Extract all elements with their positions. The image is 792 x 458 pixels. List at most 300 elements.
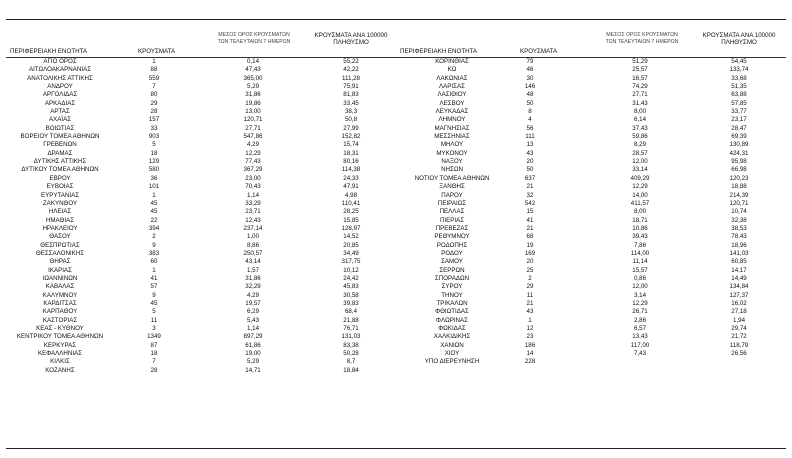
cases-value: 169: [524, 249, 536, 257]
region-name: ΑΙΤΩΛΟΑΚΑΡΝΑΝΙΑΣ: [28, 66, 92, 74]
cases-value: 559: [148, 74, 160, 82]
cases-per-100k: 18,96: [731, 241, 747, 249]
cases-per-100k: 78,43: [731, 233, 747, 241]
cases-value: 80: [150, 91, 158, 99]
cases-value: 45: [150, 199, 158, 207]
table-row: [398, 116, 786, 124]
seven-day-average: 16,57: [632, 74, 648, 82]
cases-per-100k: 60,85: [731, 258, 747, 266]
cases-per-100k: 27,99: [343, 124, 359, 132]
cases-value: 9: [152, 241, 156, 249]
region-name: ΝΟΤΙΟΥ ΤΟΜΕΑ ΑΘΗΝΩΝ: [414, 174, 490, 182]
cases-per-100k: 32,38: [731, 216, 747, 224]
cases-per-100k: 80,16: [343, 158, 359, 166]
seven-day-average: 8,29: [633, 141, 647, 149]
cases-per-100k: 75,91: [343, 83, 359, 91]
seven-day-average: 1,14: [246, 325, 260, 332]
table-row: [398, 308, 786, 316]
table-row: [6, 141, 398, 149]
cases-per-100k: 120,23: [729, 174, 749, 182]
region-name: ΚΑΡΔΙΤΣΑΣ: [43, 299, 77, 307]
region-name: ΔΥΤΙΚΗΣ ΑΤΤΙΚΗΣ: [33, 158, 87, 166]
cases-per-100k: 95,98: [731, 158, 747, 166]
region-name: ΚΑΛΥΜΝΟΥ: [42, 291, 78, 299]
cases-value: 32: [526, 191, 534, 199]
region-name: ΛΑΚΩΝΙΑΣ: [436, 74, 468, 82]
table-row: [398, 66, 786, 74]
seven-day-average: 47,43: [245, 66, 261, 74]
cases-per-100k: 18,84: [343, 366, 359, 374]
cases-per-100k: 24,42: [343, 274, 359, 282]
table-row: [398, 125, 786, 133]
cases-value: 57: [150, 283, 158, 291]
table-row: [6, 292, 398, 300]
header-per-line1: ΚΡΟΥΣΜΑΤΑ ΑΝΑ 100000: [702, 32, 776, 39]
table-row: [6, 275, 398, 283]
cases-per-100k: 21,88: [343, 316, 359, 324]
region-name: ΧΑΛΚΙΔΙΚΗΣ: [433, 333, 471, 341]
table-row: [398, 83, 786, 91]
region-name: ΠΕΛΛΑΣ: [439, 208, 465, 216]
cases-value: 542: [524, 199, 536, 207]
seven-day-average: 6,14: [633, 116, 647, 124]
cases-per-100k: 14,52: [343, 233, 359, 241]
cases-value: 28: [150, 108, 158, 116]
seven-day-average: 11,14: [632, 258, 648, 266]
region-name: ΝΗΣΩΝ: [441, 166, 463, 174]
region-name: ΘΕΣΣΑΛΟΝΙΚΗΣ: [35, 249, 85, 257]
region-name: ΞΑΝΘΗΣ: [439, 183, 465, 191]
region-name: ΗΜΑΘΙΑΣ: [45, 216, 75, 224]
table-row: [6, 100, 398, 108]
cases-per-100k: 39,83: [343, 299, 359, 307]
region-name: ΑΡΓΟΛΙΔΑΣ: [42, 91, 78, 99]
seven-day-average: 39,43: [632, 233, 648, 241]
seven-day-average: 59,86: [632, 133, 648, 141]
cases-value: 19: [526, 241, 534, 249]
bottom-rule: [6, 448, 786, 449]
region-name: ΠΙΕΡΙΑΣ: [439, 216, 465, 224]
cases-value: 29: [150, 99, 158, 107]
cases-per-100k: 68,4: [344, 308, 358, 316]
region-name: ΚΕΦΑΛΛΗΝΙΑΣ: [37, 350, 82, 358]
seven-day-average: 250,57: [243, 249, 263, 257]
seven-day-average: 411,57: [630, 199, 650, 207]
cases-value: 383: [148, 249, 160, 257]
cases-per-100k: 33,45: [343, 99, 359, 107]
region-name: ΒΟΡΕΙΟΥ ΤΟΜΕΑ ΑΘΗΝΩΝ: [20, 133, 100, 141]
seven-day-average: 15,57: [632, 266, 648, 274]
cases-value: 5: [152, 308, 156, 316]
cases-per-100k: 1,94: [732, 316, 746, 324]
seven-day-average: 3,14: [633, 291, 647, 299]
seven-day-average: 8,00: [633, 108, 647, 116]
cases-value: 7: [152, 358, 156, 366]
table-row: [6, 233, 398, 241]
seven-day-average: 28,57: [632, 149, 648, 157]
cases-value: 30: [526, 74, 534, 82]
cases-value: 25: [526, 266, 534, 274]
cases-value: 28: [150, 366, 158, 374]
seven-day-average: 365,00: [243, 74, 263, 82]
cases-value: 186: [524, 341, 536, 349]
seven-day-average: 14,00: [632, 191, 648, 199]
seven-day-average: 547,86: [243, 133, 263, 141]
seven-day-average: 37,43: [632, 124, 648, 132]
table-row: [6, 267, 398, 275]
table-row: [398, 342, 786, 350]
cases-per-100k: 118,79: [729, 341, 749, 349]
seven-day-average: 6,57: [633, 325, 647, 332]
cases-value: 11: [150, 316, 158, 324]
region-name: ΜΕΣΣΗΝΙΑΣ: [434, 133, 470, 141]
seven-day-average: 77,43: [245, 158, 261, 166]
cases-per-100k: 42,22: [343, 66, 359, 74]
seven-day-average: 7,43: [633, 350, 647, 358]
region-name: ΑΡΤΑΣ: [50, 108, 70, 116]
region-name: ΙΩΑΝΝΙΝΩΝ: [42, 274, 78, 282]
region-name: ΜΑΓΝΗΣΙΑΣ: [434, 124, 470, 132]
seven-day-average: 12,00: [632, 283, 648, 291]
table-row: [398, 166, 786, 174]
table-row: [398, 350, 786, 358]
cases-per-100k: 130,89: [729, 141, 749, 149]
region-name: ΑΝΑΤΟΛΙΚΗΣ ΑΤΤΙΚΗΣ: [27, 74, 93, 82]
seven-day-average: 31,86: [245, 91, 261, 99]
region-name: ΗΛΕΙΑΣ: [48, 208, 72, 216]
table-row: [398, 108, 786, 116]
region-name: ΒΟΙΩΤΙΑΣ: [45, 124, 75, 132]
region-name: ΑΧΑΪΑΣ: [48, 116, 72, 124]
header-cases: ΚΡΟΥΣΜΑΤΑ: [138, 47, 176, 55]
seven-day-average: 367,29: [243, 166, 263, 174]
table-row: [6, 108, 398, 116]
table-row: [6, 66, 398, 74]
cases-value: 41: [150, 274, 158, 282]
region-name: ΝΑΞΟΥ: [441, 158, 463, 166]
seven-day-average: 5,43: [246, 316, 260, 324]
cases-value: 79: [526, 58, 534, 65]
table-row: [398, 150, 786, 158]
region-name: ΚΕΑΣ - ΚΥΘΝΟΥ: [36, 325, 84, 332]
table-row: [398, 133, 786, 141]
seven-day-average: 25,57: [632, 66, 648, 74]
seven-day-average: 18,71: [632, 216, 648, 224]
cases-value: 23: [526, 333, 534, 341]
cases-per-100k: 66,98: [731, 166, 747, 174]
seven-day-average: 6,29: [246, 308, 260, 316]
cases-value: 20: [526, 158, 534, 166]
table-row: [398, 91, 786, 99]
table-row: [398, 58, 786, 66]
table-row: [398, 325, 786, 333]
seven-day-average: 0,14: [246, 58, 260, 65]
table-row: [398, 283, 786, 291]
seven-day-average: 14,71: [245, 366, 261, 374]
table-row: [6, 333, 398, 341]
cases-per-100k: 28,25: [343, 208, 359, 216]
cases-per-100k: 38,3: [344, 108, 358, 116]
left-table: [6, 24, 398, 375]
region-name: ΚΕΝΤΡΙΚΟΥ ΤΟΜΕΑ ΑΘΗΝΩΝ: [16, 333, 104, 341]
region-name: ΦΛΩΡΙΝΑΣ: [436, 316, 468, 324]
cases-value: 18: [150, 350, 158, 358]
table-row: [6, 200, 398, 208]
cases-value: 43: [526, 149, 534, 157]
cases-value: 1: [528, 316, 532, 324]
cases-per-100k: 133,74: [729, 66, 749, 74]
header-cases: ΚΡΟΥΣΜΑΤΑ: [520, 47, 558, 55]
table-row: [6, 242, 398, 250]
seven-day-average: 27,71: [245, 124, 261, 132]
cases-value: 1: [152, 58, 156, 65]
cases-value: 48: [526, 91, 534, 99]
region-name: ΦΩΚΙΔΑΣ: [438, 325, 466, 332]
cases-per-100k: 114,38: [341, 166, 361, 174]
table-row: [398, 158, 786, 166]
region-name: ΛΕΥΚΑΔΑΣ: [435, 108, 469, 116]
seven-day-average: 5,29: [246, 83, 260, 91]
seven-day-average: 33,14: [632, 166, 648, 174]
seven-day-average: 12,29: [245, 149, 261, 157]
cases-value: 2: [528, 274, 532, 282]
region-name: ΠΡΕΒΕΖΑΣ: [435, 224, 469, 232]
region-name: ΑΓΙΟ ΟΡΟΣ: [43, 58, 77, 65]
cases-value: 29: [526, 283, 534, 291]
seven-day-average: 32,29: [245, 283, 261, 291]
table-row: [6, 325, 398, 333]
table-row: [6, 342, 398, 350]
region-name: ΘΗΡΑΣ: [49, 258, 71, 266]
header-per-capita: [694, 32, 784, 46]
seven-day-average: 8,86: [246, 241, 260, 249]
region-name: ΚΩ: [447, 66, 457, 74]
seven-day-average: 26,71: [632, 308, 648, 316]
table-row: [398, 75, 786, 83]
cases-value: 87: [150, 341, 158, 349]
region-name: ΚΟΡΙΝΘΙΑΣ: [435, 58, 469, 65]
table-row: [6, 192, 398, 200]
cases-value: 41: [526, 216, 534, 224]
cases-value: 11: [526, 291, 534, 299]
seven-day-average: 70,43: [245, 183, 261, 191]
cases-per-100k: 15,74: [343, 141, 359, 149]
seven-day-average: 23,71: [245, 208, 261, 216]
region-name: ΣΑΜΟΥ: [441, 258, 463, 266]
region-name: ΛΑΡΙΣΑΣ: [439, 83, 465, 91]
seven-day-average: 23,00: [245, 174, 261, 182]
cases-per-100k: 16,02: [731, 299, 747, 307]
cases-per-100k: 8,7: [346, 358, 356, 366]
region-name: ΤΡΙΚΑΛΩΝ: [436, 299, 468, 307]
seven-day-average: 74,29: [632, 83, 648, 91]
region-name: ΛΗΜΝΟΥ: [438, 116, 466, 124]
region-name: ΕΥΒΟΙΑΣ: [46, 183, 74, 191]
cases-value: 2: [152, 233, 156, 241]
table-row: [6, 166, 398, 174]
cases-value: 5: [152, 141, 156, 149]
seven-day-average: 2,86: [633, 316, 647, 324]
cases-per-100k: 10,12: [343, 266, 359, 274]
header-avg-line2: ΤΩΝ ΤΕΛΕΥΤΑΙΩΝ 7 ΗΜΕΡΩΝ: [217, 38, 291, 45]
region-name: ΣΥΡΟΥ: [441, 283, 463, 291]
cases-value: 157: [148, 116, 160, 124]
cases-per-100k: 47,91: [343, 183, 359, 191]
cases-per-100k: 28,47: [731, 124, 747, 132]
region-name: ΘΑΣΟΥ: [49, 233, 71, 241]
cases-value: 60: [150, 258, 158, 266]
cases-per-100k: 29,74: [731, 325, 747, 332]
region-name: ΡΟΔΟΥ: [441, 249, 463, 257]
table-row: [398, 233, 786, 241]
region-name: ΠΕΙΡΑΙΩΣ: [437, 199, 467, 207]
region-name: ΚΙΛΚΙΣ: [50, 358, 70, 366]
seven-day-average: 19,00: [245, 350, 261, 358]
cases-value: 9: [152, 291, 156, 299]
left-table-header: [6, 24, 398, 58]
region-name: ΥΠΟ ΔΙΕΡΕΥΝΗΣΗ: [424, 358, 480, 366]
cases-per-100k: 63,88: [731, 91, 747, 99]
region-name: ΤΗΝΟΥ: [441, 291, 463, 299]
seven-day-average: 117,00: [630, 341, 650, 349]
cases-value: 580: [148, 166, 160, 174]
cases-per-100k: 69,39: [731, 133, 747, 141]
cases-per-100k: 50,8: [344, 116, 358, 124]
cases-value: 129: [148, 158, 160, 166]
cases-per-100k: 120,71: [729, 199, 749, 207]
cases-per-100k: 51,35: [731, 83, 747, 91]
cases-value: 3: [152, 325, 156, 332]
header-avg-line1: ΜΕΣΟΣ ΟΡΟΣ ΚΡΟΥΣΜΑΤΩΝ: [218, 32, 290, 38]
cases-per-100k: 10,74: [731, 208, 747, 216]
region-name: ΓΡΕΒΕΝΩΝ: [43, 141, 77, 149]
cases-value: 7: [152, 83, 156, 91]
cases-value: 13: [526, 141, 534, 149]
cases-value: 18: [150, 149, 158, 157]
seven-day-average: 4,29: [246, 291, 260, 299]
seven-day-average: 114,00: [630, 249, 650, 257]
seven-day-average: 409,29: [630, 174, 650, 182]
region-name: ΑΡΚΑΔΙΑΣ: [44, 99, 76, 107]
table-row: [6, 150, 398, 158]
region-name: ΕΥΡΥΤΑΝΙΑΣ: [40, 191, 80, 199]
cases-per-100k: 33,68: [731, 74, 747, 82]
right-table: [398, 24, 786, 367]
cases-per-100k: 45,83: [343, 283, 359, 291]
seven-day-average: 43,14: [245, 258, 261, 266]
region-name: ΣΕΡΡΩΝ: [439, 266, 465, 274]
right-table-header: [398, 24, 786, 58]
cases-value: 46: [526, 66, 534, 74]
cases-per-100k: 50,28: [343, 350, 359, 358]
table-row: [398, 258, 786, 266]
header-per-line2: ΠΛΗΘΥΣΜΟ: [333, 39, 369, 46]
table-row: [6, 91, 398, 99]
region-name: ΚΑΣΤΟΡΙΑΣ: [42, 316, 78, 324]
header-avg: [594, 32, 690, 45]
table-row: [6, 358, 398, 366]
cases-per-100k: 18,31: [343, 149, 359, 157]
cases-value: 20: [526, 258, 534, 266]
seven-day-average: 33,29: [245, 199, 261, 207]
cases-per-100k: 152,82: [341, 133, 361, 141]
table-row: [6, 225, 398, 233]
header-avg-line1: ΜΕΣΟΣ ΟΡΟΣ ΚΡΟΥΣΜΑΤΩΝ: [606, 32, 678, 38]
seven-day-average: 12,43: [245, 216, 261, 224]
seven-day-average: 19,86: [245, 99, 261, 107]
table-row: [6, 350, 398, 358]
table-row: [6, 250, 398, 258]
seven-day-average: 31,43: [632, 99, 648, 107]
table-row: [398, 200, 786, 208]
cases-value: 50: [526, 166, 534, 174]
cases-value: 68: [526, 233, 534, 241]
table-row: [398, 333, 786, 341]
region-name: ΧΙΟΥ: [444, 350, 460, 358]
region-name: ΚΟΖΑΝΗΣ: [45, 366, 75, 374]
region-name: ΜΗΛΟΥ: [440, 141, 464, 149]
cases-per-100k: 111,28: [341, 74, 360, 82]
cases-value: 43: [526, 308, 534, 316]
table-row: [6, 158, 398, 166]
cases-per-100k: 4,98: [344, 191, 358, 199]
seven-day-average: 7,86: [633, 241, 647, 249]
table-row: [398, 183, 786, 191]
table-row: [398, 300, 786, 308]
table-row: [398, 250, 786, 258]
table-row: [398, 208, 786, 216]
seven-day-average: 897,29: [243, 333, 263, 341]
table-row: [6, 125, 398, 133]
seven-day-average: 1,57: [246, 266, 260, 274]
top-rule: [6, 19, 786, 20]
cases-value: 56: [526, 124, 534, 132]
cases-per-100k: 76,71: [343, 325, 359, 332]
cases-value: 228: [524, 358, 536, 366]
region-name: ΔΡΑΜΑΣ: [47, 149, 73, 157]
cases-per-100k: 24,33: [343, 174, 359, 182]
table-row: [398, 292, 786, 300]
left-table-body: [6, 58, 398, 375]
table-row: [398, 192, 786, 200]
table-row: [398, 141, 786, 149]
cases-per-100k: 317,75: [341, 258, 361, 266]
cases-value: 88: [150, 66, 158, 74]
cases-per-100k: 57,85: [731, 99, 747, 107]
seven-day-average: 12,00: [632, 158, 648, 166]
header-per-line1: ΚΡΟΥΣΜΑΤΑ ΑΝΑ 100000: [314, 32, 388, 39]
cases-value: 903: [148, 133, 160, 141]
table-row: [6, 283, 398, 291]
header-avg: [206, 32, 302, 45]
cases-per-100k: 81,83: [343, 91, 359, 99]
seven-day-average: 51,29: [632, 58, 648, 65]
seven-day-average: 1,00: [246, 233, 260, 241]
seven-day-average: 4,29: [246, 141, 260, 149]
table-row: [398, 267, 786, 275]
seven-day-average: 61,86: [245, 341, 261, 349]
cases-value: 146: [524, 83, 536, 91]
cases-per-100k: 26,56: [731, 350, 747, 358]
table-row: [6, 175, 398, 183]
cases-per-100k: 38,53: [731, 224, 747, 232]
region-name: ΠΑΡΟΥ: [441, 191, 463, 199]
header-per-capita: [304, 32, 398, 46]
region-name: ΦΘΙΩΤΙΔΑΣ: [435, 308, 469, 316]
cases-value: 36: [150, 174, 158, 182]
header-region: ΠΕΡΙΦΕΡΕΙΑΚΗ ΕΝΟΤΗΤΑ: [400, 47, 478, 55]
region-name: ΗΡΑΚΛΕΙΟΥ: [42, 224, 78, 232]
